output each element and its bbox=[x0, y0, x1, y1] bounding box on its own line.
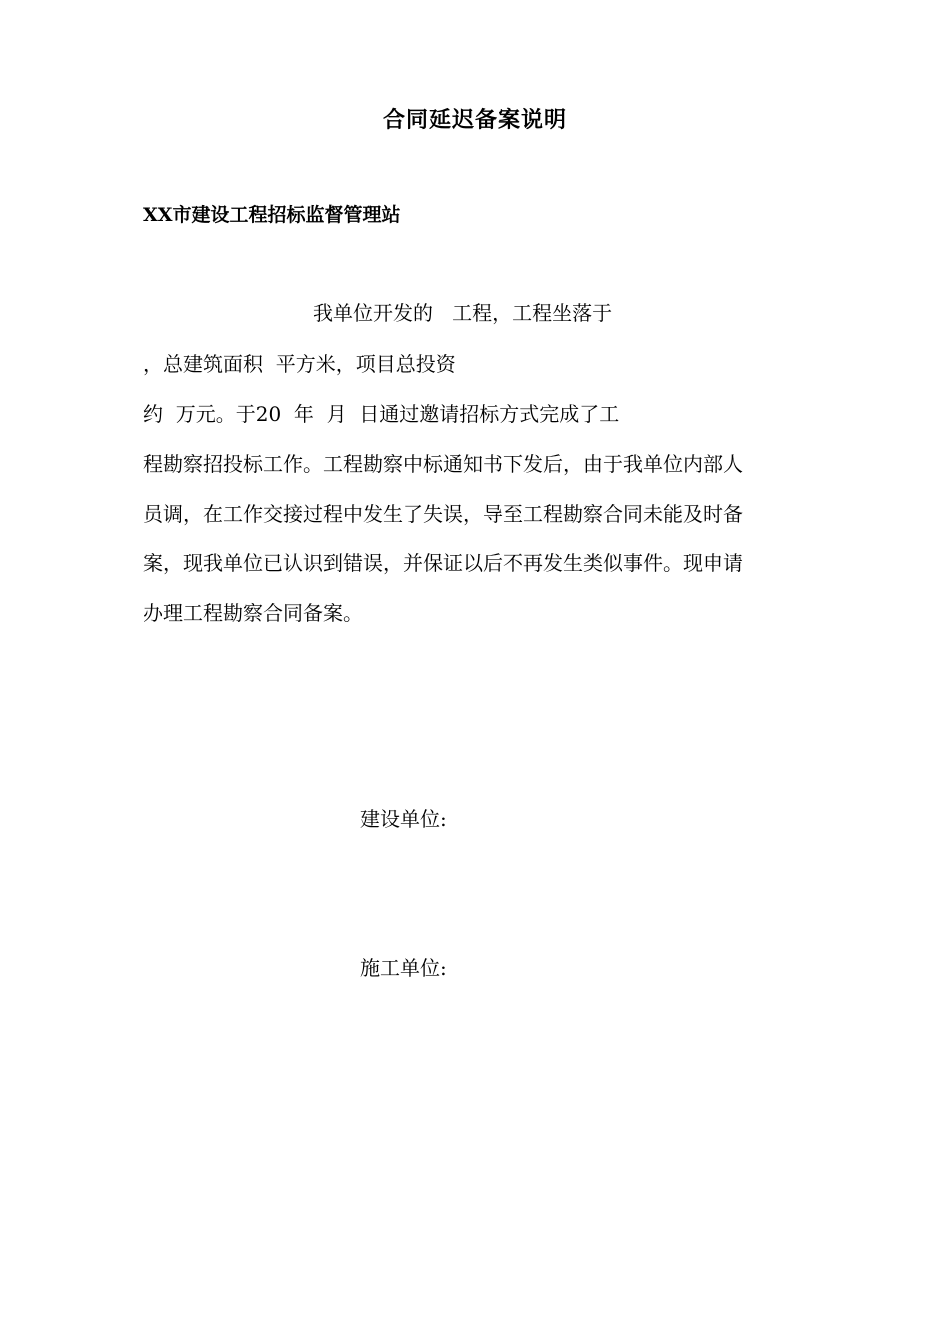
contractor-unit-signature: 施工单位: bbox=[360, 956, 447, 980]
body-line-2: ，总建筑面积 平方米，项目总投资 bbox=[143, 352, 456, 376]
body-line-4: 程勘察招投标工作。工程勘察中标通知书下发后，由于我单位内部人 bbox=[143, 452, 743, 476]
document-title: 合同延迟备案说明 bbox=[382, 107, 567, 133]
body-line-6: 案，现我单位已认识到错误，并保证以后不再发生类似事件。现申请 bbox=[143, 551, 743, 575]
body-line-7: 办理工程勘察合同备案。 bbox=[143, 601, 363, 625]
addressee: XX市建设工程招标监督管理站 bbox=[143, 204, 401, 226]
body-line-5: 员调，在工作交接过程中发生了失误，导至工程勘察合同未能及时备 bbox=[143, 502, 743, 526]
body-line-3: 约 万元。于20 年 月 日通过邀请招标方式完成了工 bbox=[143, 402, 620, 426]
body-line-1: 我单位开发的 工程，工程坐落于 bbox=[313, 301, 613, 325]
construction-unit-signature: 建设单位: bbox=[360, 807, 447, 831]
